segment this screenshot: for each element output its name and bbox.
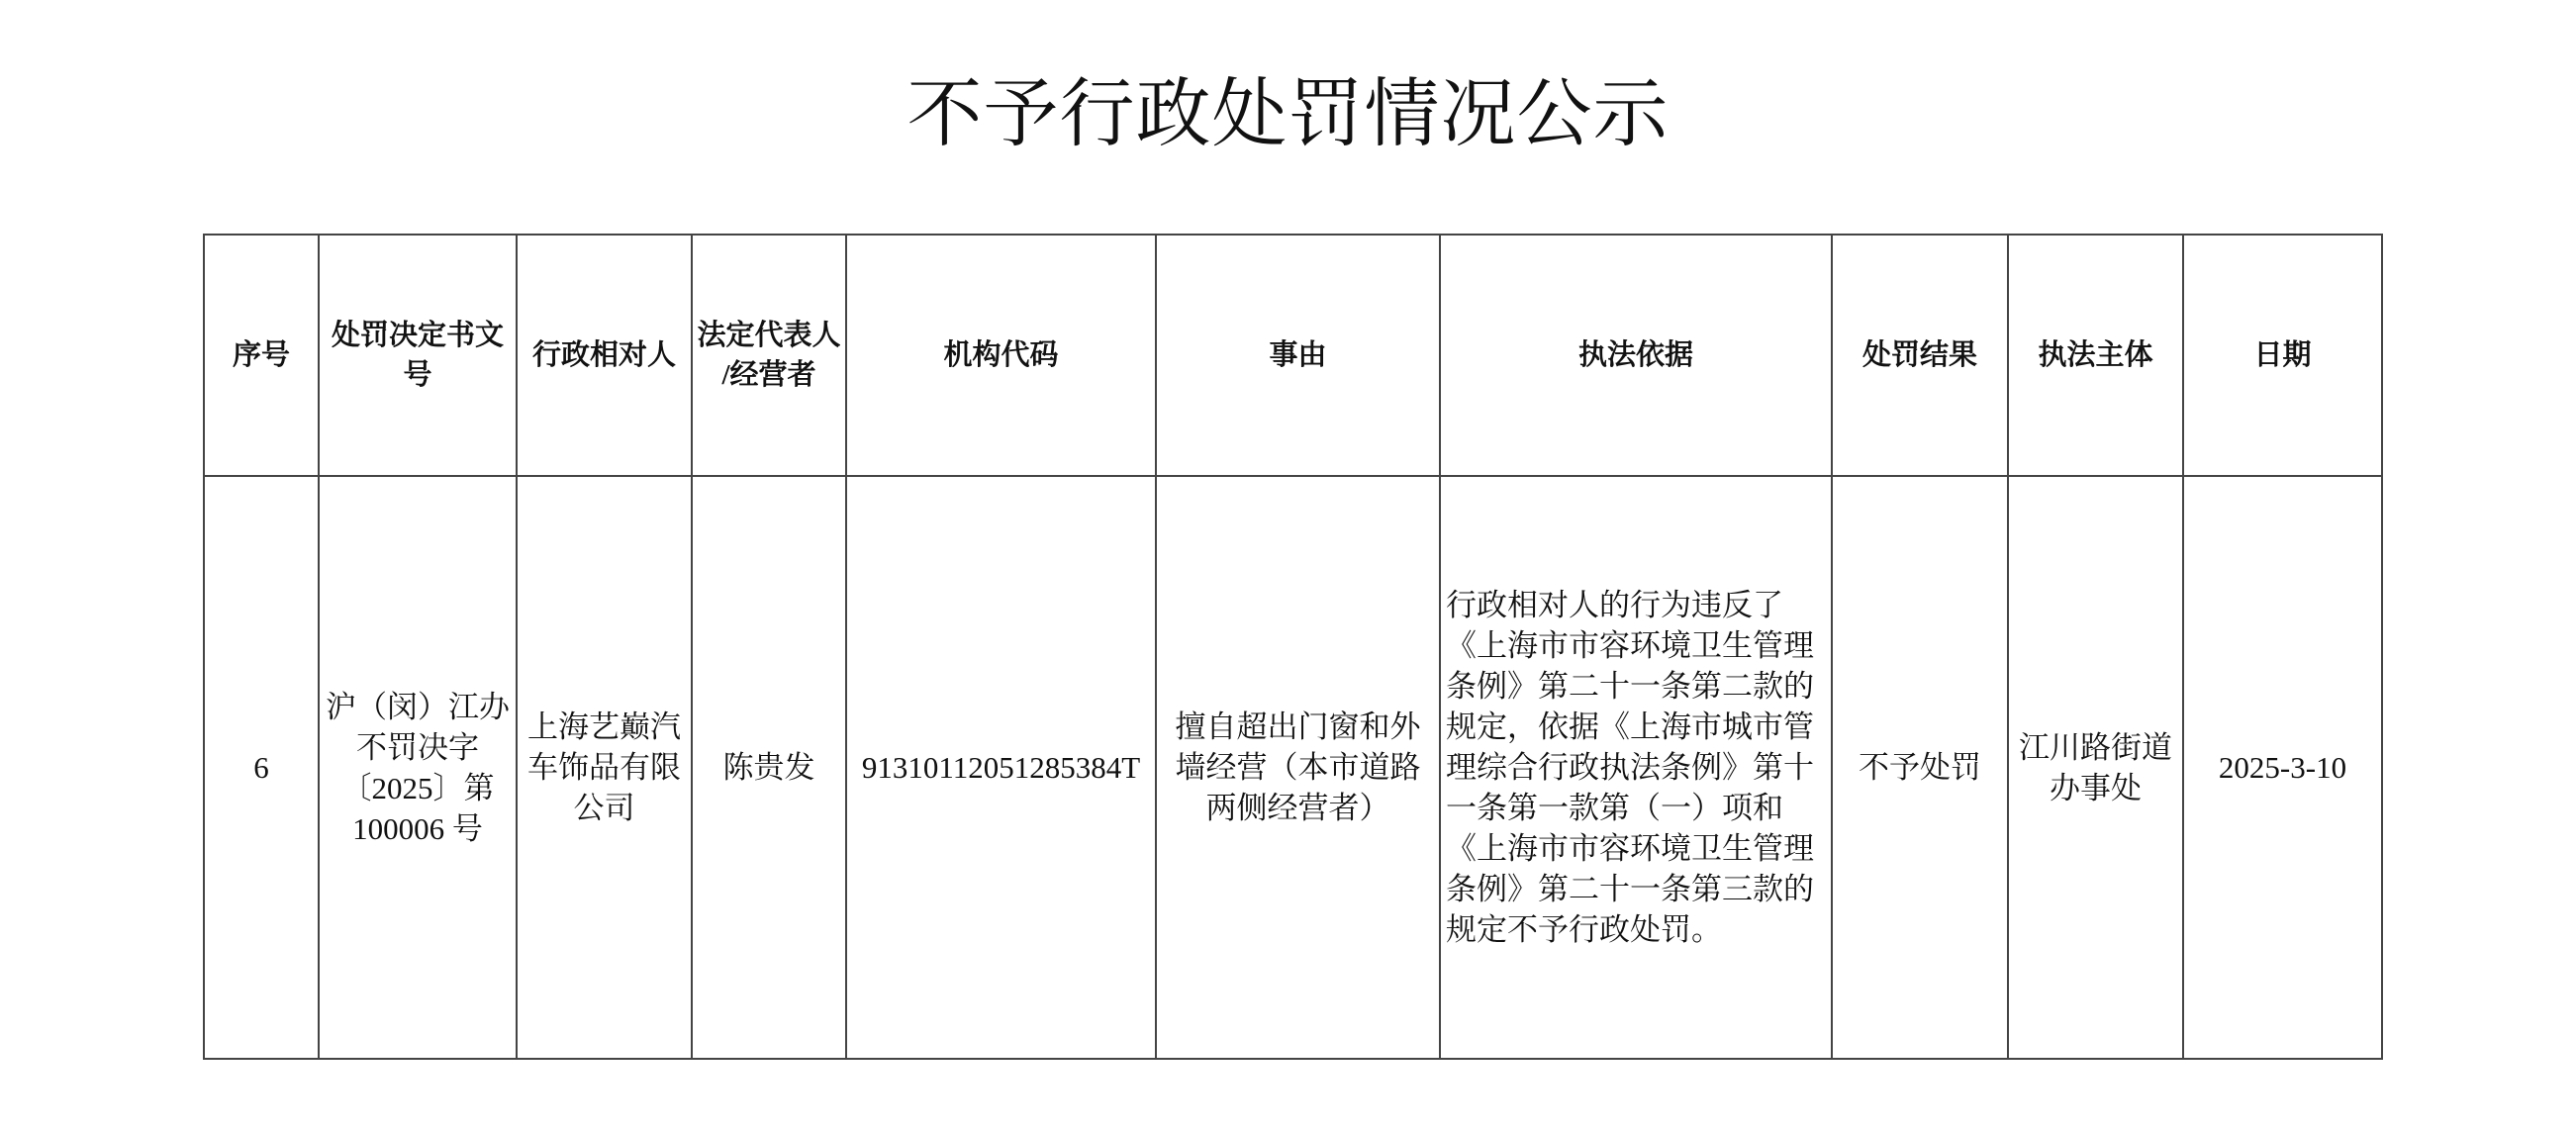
table-row	[204, 476, 2382, 1059]
header-date: 日期	[2183, 235, 2382, 476]
header-decision-no: 处罚决定书文号	[319, 235, 517, 476]
penalty-notice-table	[203, 234, 2383, 1060]
header-basis: 执法依据	[1440, 235, 1832, 476]
cell-result: 不予处罚	[1832, 476, 2008, 1059]
header-reason: 事由	[1156, 235, 1440, 476]
header-party: 行政相对人	[517, 235, 692, 476]
cell-date: 2025-3-10	[2183, 476, 2382, 1059]
table-header-row	[204, 235, 2382, 476]
cell-authority: 江川路街道办事处	[2008, 476, 2183, 1059]
cell-party: 上海艺巅汽车饰品有限公司	[517, 476, 692, 1059]
cell-reason: 擅自超出门窗和外墙经营（本市道路两侧经营者）	[1156, 476, 1440, 1059]
header-result: 处罚结果	[1832, 235, 2008, 476]
page-title: 不予行政处罚情况公示	[906, 73, 1670, 156]
header-representative: 法定代表人/经营者	[692, 235, 846, 476]
header-authority: 执法主体	[2008, 235, 2183, 476]
cell-seq: 6	[204, 476, 319, 1059]
header-seq: 序号	[204, 235, 319, 476]
cell-org-code: 91310112051285384T	[846, 476, 1156, 1059]
cell-representative: 陈贵发	[692, 476, 846, 1059]
cell-basis: 行政相对人的行为违反了《上海市市容环境卫生管理条例》第二十一条第二款的规定，依据《上海市城市管理综合行政执法条例》第十一条第一款第（一）项和《上海市市容环境卫生管理条例》第二十一条第三款的规定不予行政处罚。	[1440, 476, 1832, 1059]
cell-decision-no: 沪（闵）江办不罚决字〔2025〕第100006 号	[319, 476, 517, 1059]
header-org-code: 机构代码	[846, 235, 1156, 476]
